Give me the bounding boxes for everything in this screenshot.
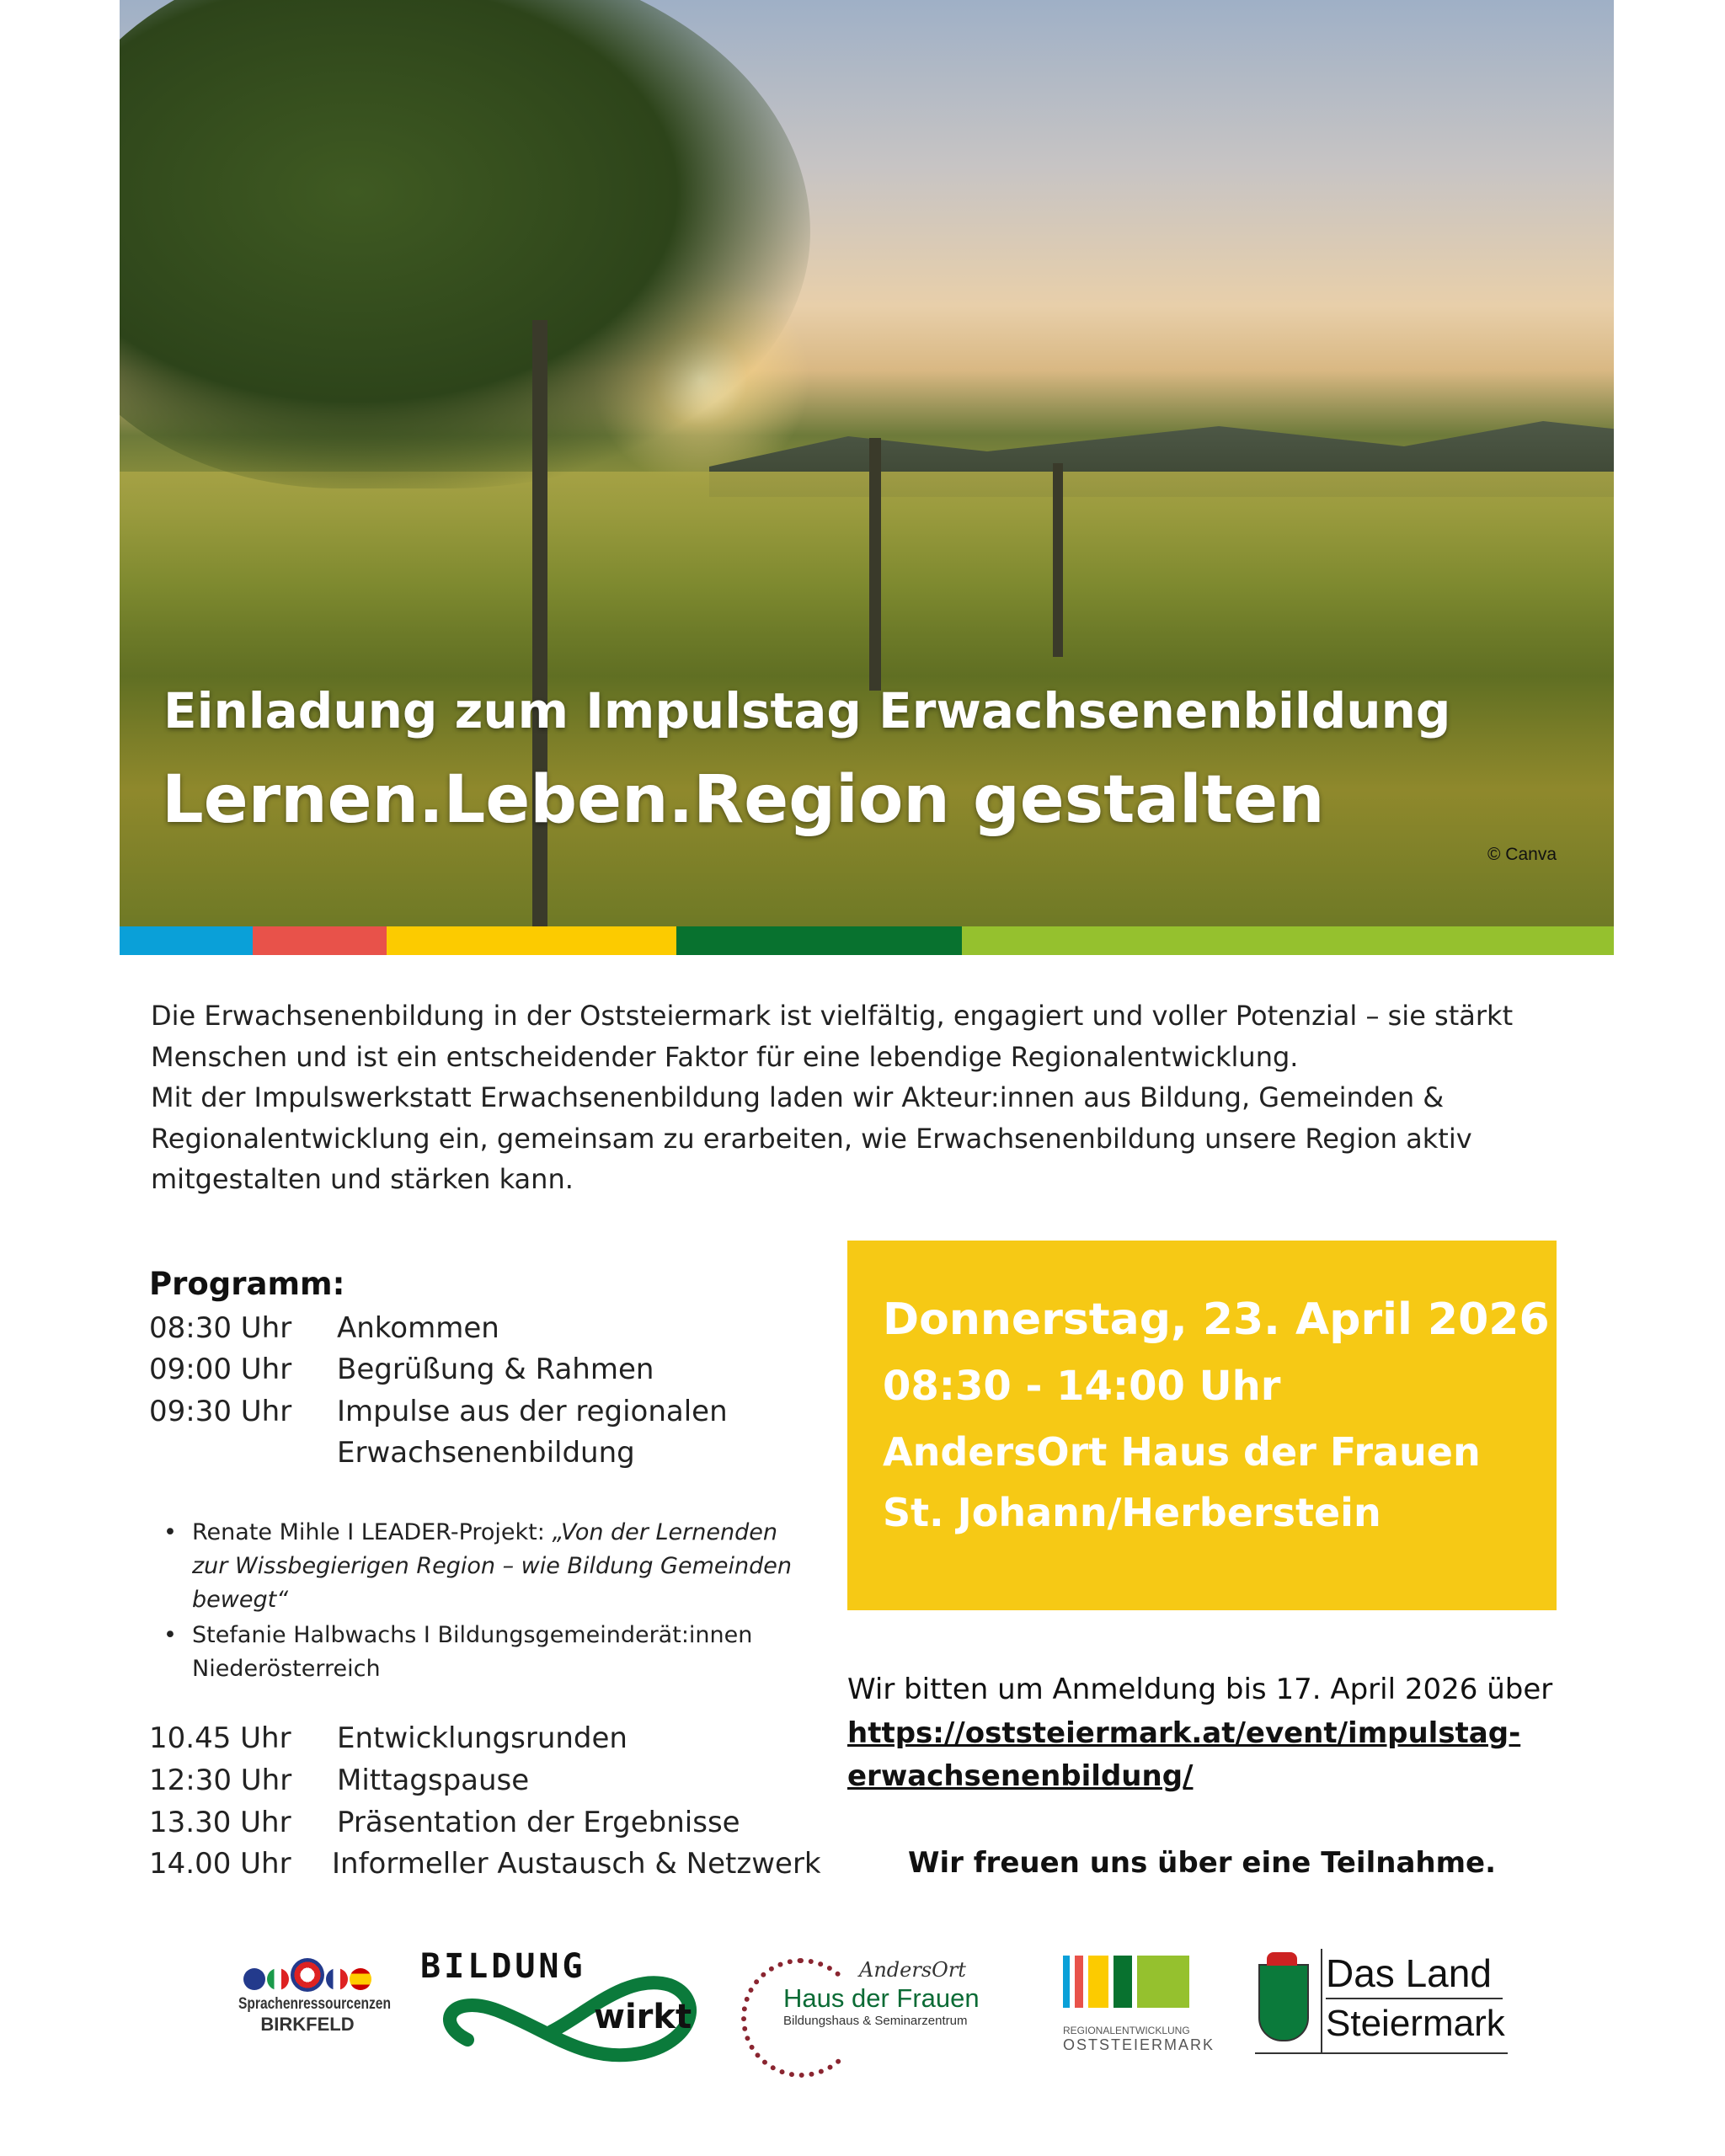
program-activity: Ankommen	[337, 1311, 499, 1345]
logo-bildung-wirkt	[417, 1947, 712, 2065]
logo-text: Das Land	[1326, 1951, 1492, 1995]
intro-text	[151, 995, 1583, 1200]
logo-text: BIRKFELD	[260, 2014, 355, 2035]
color-bar-yellow	[387, 926, 676, 955]
event-date: Donnerstag, 23. April 2026	[883, 1294, 1550, 1345]
logo-text: wirkt	[594, 1998, 692, 2036]
registration-text: Wir bitten um Anmeldung bis 17. April 2026 über	[847, 1673, 1553, 1706]
event-time: 08:30 - 14:00 Uhr	[883, 1363, 1281, 1410]
logo-regionalentwicklung	[1063, 1956, 1215, 2057]
program-activity-continued: Erwachsenenbildung	[337, 1436, 635, 1470]
program-activity: Präsentation der Ergebnisse	[337, 1806, 740, 1839]
speaker-name: Renate Mihle I LEADER-Projekt:	[192, 1519, 553, 1545]
logo-land-steiermark	[1255, 1947, 1508, 2057]
logo-text: Steiermark	[1326, 2003, 1505, 2044]
program-time: 09:30 Uhr	[149, 1395, 292, 1428]
color-bar-blue	[120, 926, 253, 955]
hero-title: Lernen.Leben.Region gestalten	[162, 762, 1325, 838]
speaker-item	[192, 1619, 798, 1686]
logo-text: Haus der Frauen	[783, 1983, 980, 2013]
program-activity: Entwicklungsrunden	[337, 1721, 628, 1755]
thanks-text: Wir freuen uns über eine Teilnahme.	[908, 1846, 1496, 1880]
hero-image	[120, 0, 1614, 926]
talk-title: „Von der Lernenden zur Wissbegierigen Region – wie Bildung Gemeinden bewegt“	[192, 1519, 792, 1613]
logo-text: OSTSTEIERMARK	[1063, 2036, 1215, 2053]
image-credit: © Canva	[1487, 845, 1557, 864]
event-venue: AndersOrt Haus der Frauen	[883, 1429, 1481, 1475]
logo-text: Sprachenressourcenzen	[238, 1995, 391, 2013]
color-bar-lime	[962, 926, 1614, 955]
logo-text: Bildungshaus & Seminarzentrum	[783, 2014, 968, 2028]
program-row	[149, 1806, 740, 1839]
program-row	[149, 1847, 821, 1881]
program-time: 09:00 Uhr	[149, 1353, 292, 1386]
program-time: 10.45 Uhr	[149, 1721, 291, 1755]
speaker-name: Stefanie Halbwachs I Bildungsgemeinderät:innen Niederösterreich	[192, 1622, 753, 1682]
intro-paragraph: Die Erwachsenenbildung in der Oststeiermark ist vielfältig, engagiert und voller Potenzial – sie stärkt Menschen und ist ein entscheidender Faktor für eine lebendige Regionalentwicklung.	[151, 1000, 1514, 1073]
program-row	[149, 1721, 628, 1755]
coat-of-arms-icon	[1258, 1964, 1309, 2041]
color-stripes-icon	[1063, 1956, 1215, 2008]
program-activity: Mittagspause	[337, 1764, 530, 1797]
program-time: 13.30 Uhr	[149, 1806, 291, 1839]
program-activity: Impulse aus der regionalen	[337, 1395, 728, 1428]
logo-text: AndersOrt	[859, 1958, 966, 1982]
program-row	[149, 1395, 728, 1428]
registration-link-continued[interactable]: erwachsenenbildung/	[847, 1759, 1194, 1793]
fence-post	[1053, 463, 1063, 657]
event-place: St. Johann/Herberstein	[883, 1490, 1381, 1535]
program-heading: Programm:	[149, 1266, 345, 1302]
program-time: 14.00 Uhr	[149, 1847, 291, 1881]
program-row	[149, 1311, 499, 1345]
program-time: 08:30 Uhr	[149, 1311, 292, 1345]
flags-icon	[223, 1958, 392, 1992]
color-bar-red	[253, 926, 387, 955]
logo-haus-der-frauen	[741, 1941, 994, 2068]
program-time: 12:30 Uhr	[149, 1764, 292, 1797]
logo-sprachenressourcenzentrum	[223, 1958, 392, 2051]
event-details-box	[847, 1241, 1557, 1610]
speaker-item	[192, 1516, 798, 1617]
crown-icon	[1267, 1952, 1297, 1966]
program-row	[149, 1353, 654, 1386]
registration-link[interactable]: https://oststeiermark.at/event/impulstag-	[847, 1716, 1521, 1750]
hero-subtitle: Einladung zum Impulstag Erwachsenenbildung	[163, 682, 1451, 739]
program-activity: Informeller Austausch & Netzwerk	[332, 1847, 821, 1881]
logo-text: BILDUNG	[420, 1947, 586, 1986]
fence-post	[869, 438, 881, 691]
intro-paragraph: Mit der Impulswerkstatt Erwachsenenbildung laden wir Akteur:innen aus Bildung, Gemeinden & Regionalentwicklung ein, gemeinsam zu erarbeiten, wie Erwachsenenbildung unsere Region aktiv mitgestalten und stärken kann.	[151, 1081, 1472, 1195]
program-row	[149, 1764, 530, 1797]
program-activity: Begrüßung & Rahmen	[337, 1353, 654, 1386]
color-bar-dark-green	[676, 926, 962, 955]
logo-text: REGIONALENTWICKLUNG	[1063, 2025, 1190, 2036]
